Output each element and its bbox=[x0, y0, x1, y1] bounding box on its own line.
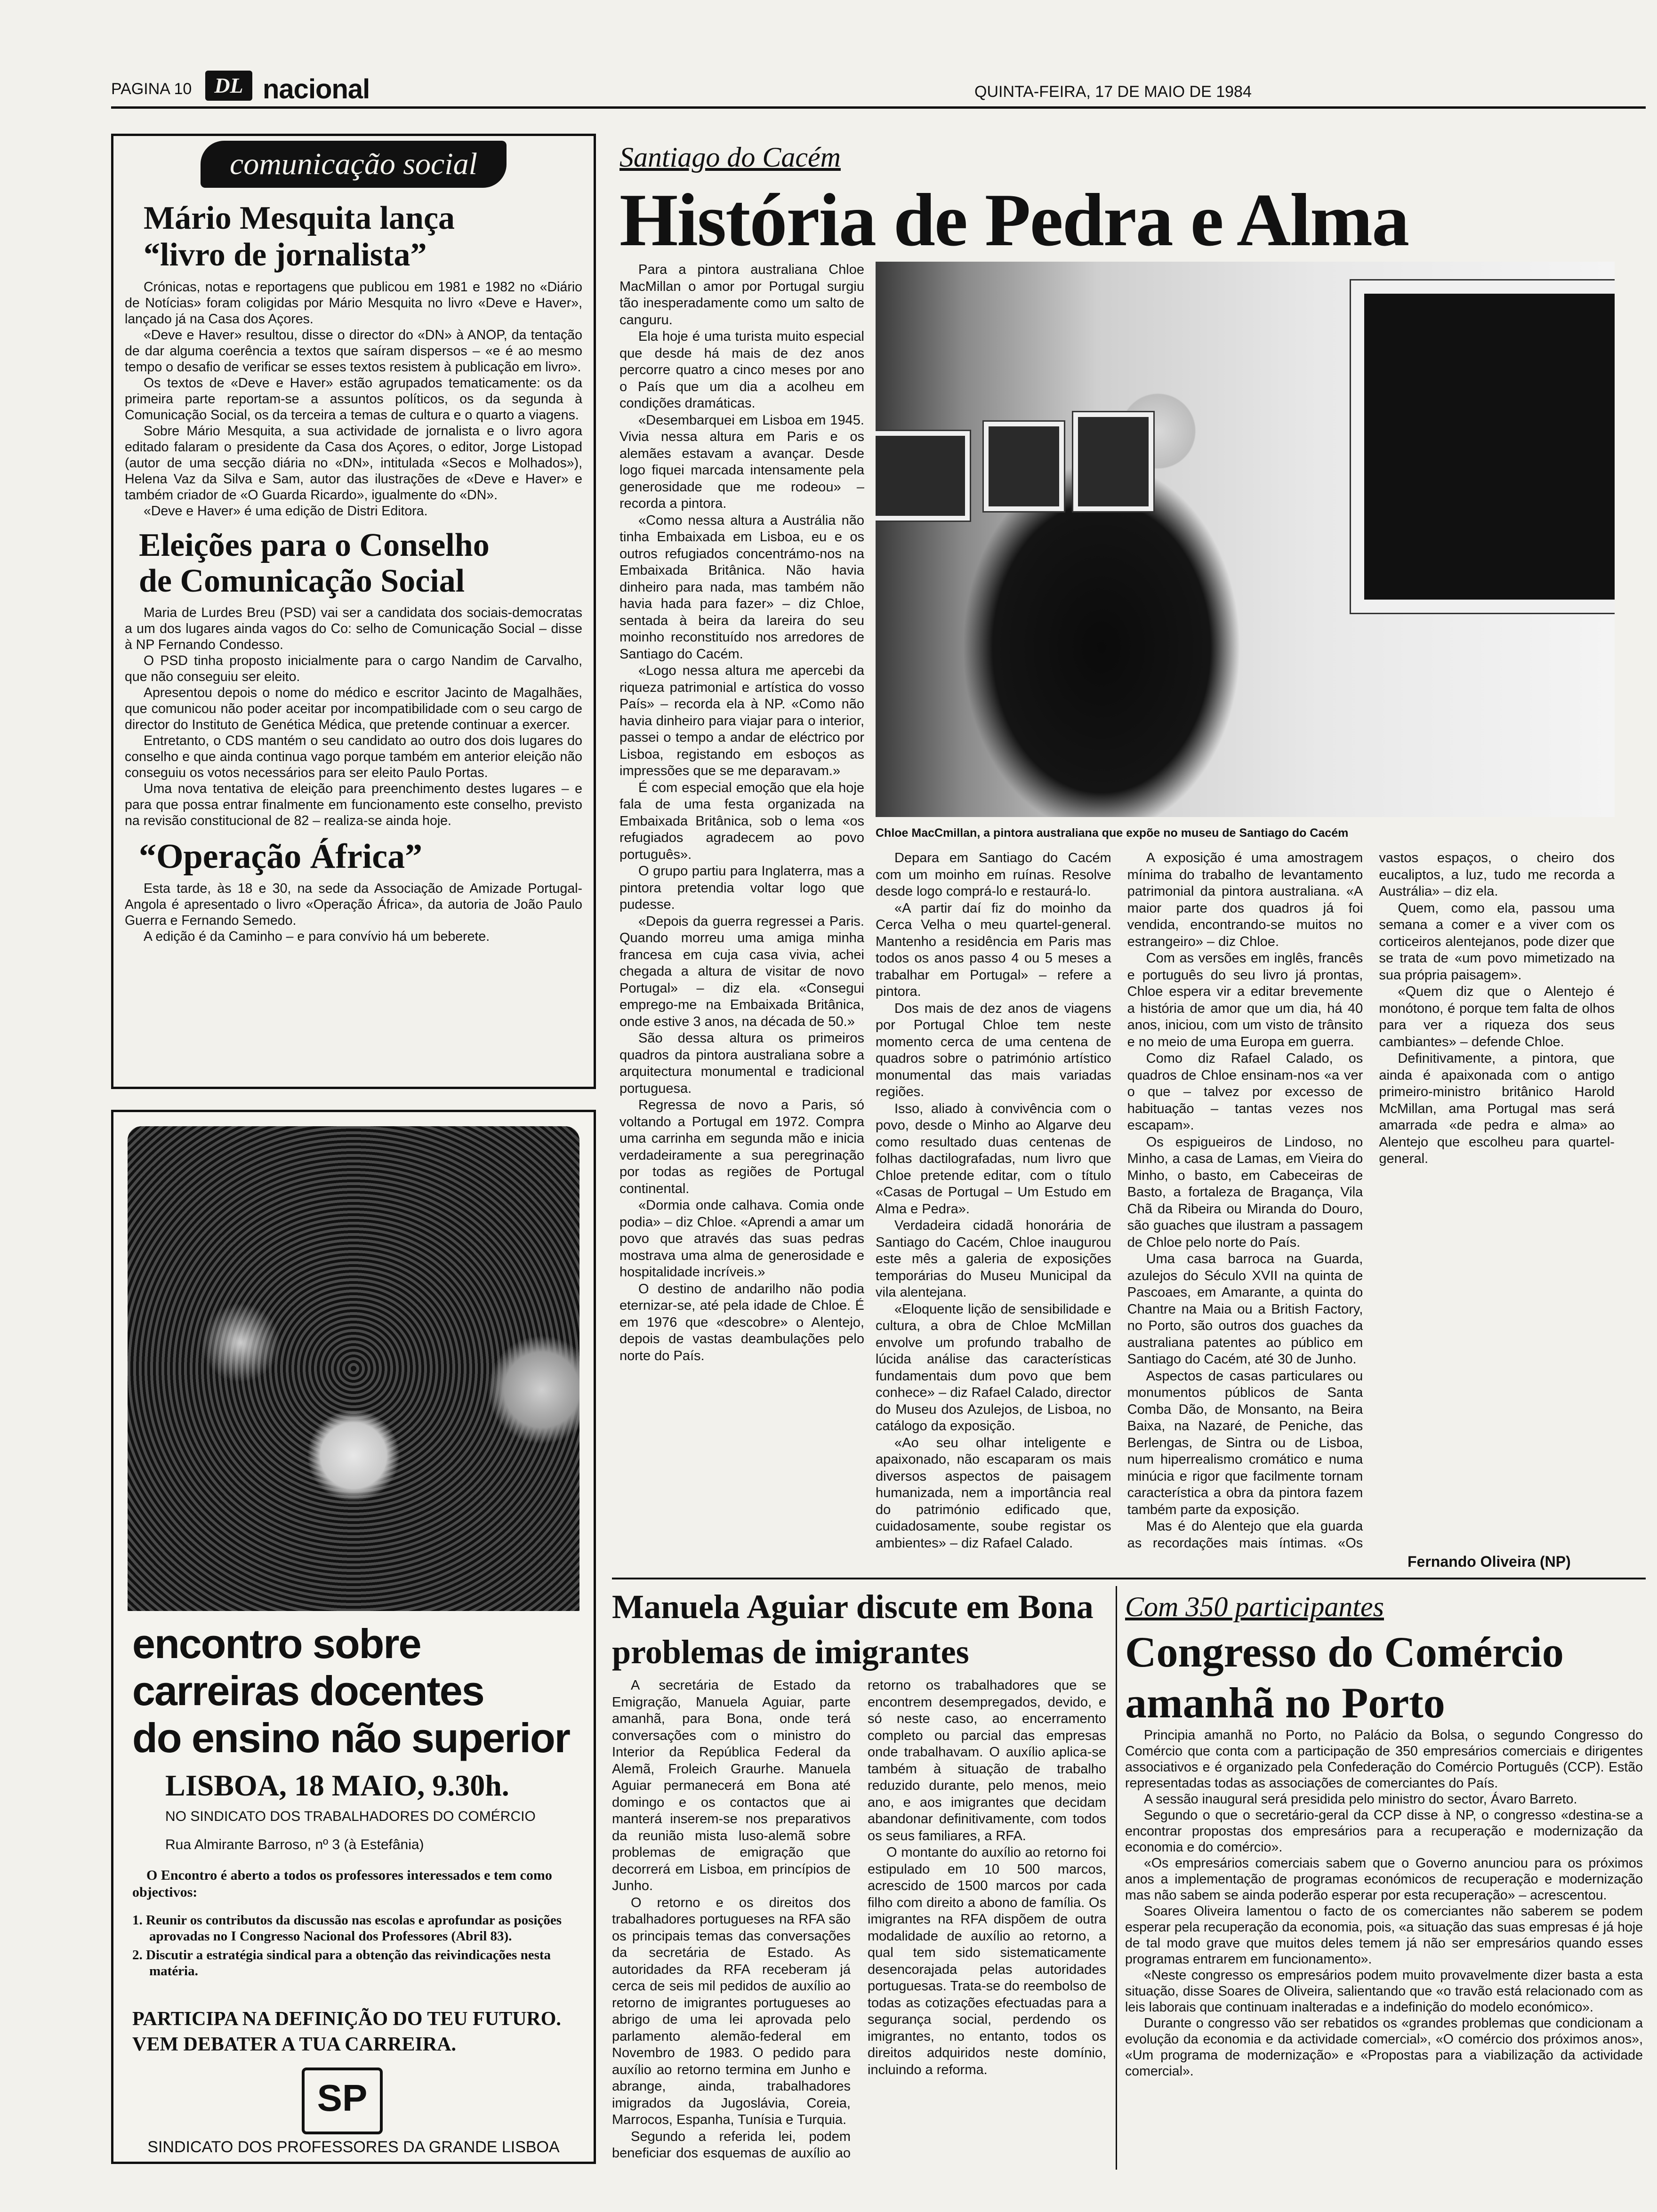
header-rule bbox=[111, 106, 1646, 109]
article-mesquita: Crónicas, notas e reportagens que publicou em 1981 e 1982 no «Diário de Notícias» foram coligidas por Mário Mesquita no livro «Deve e Haver», lançado já na Casa dos Açores. «Deve e Haver» resultou, disse o director do «DN» à ANOP, da tentação de dar alguma coerência a textos que saíram dispersos – «e é ao mesmo tempo o desafio de verificar se esses textos resistem à publicação em livro». Os textos de «Deve e Haver» estão agrupados tematicamente: os da primeira parte reportam-se a assuntos políticos, os da segunda à Comunicação Social, os da terceira a temas de cultura e o quarto a viagens. Sobre Mário Mesquita, a sua actividade de jornalista e o livro agora editado falaram o presidente da Casa dos Açores, o editor, Jorge Listopad (autor de uma secção diária no «DN», intitulada «Secos e Molhados»), Helena Vaz da Silva e Sam, autor das ilustrações de «Deve e Haver» e também criador de «O Guarda Ricardo», igualmente do «DN». «Deve e Haver» é uma edição de Distri Editora. bbox=[125, 280, 582, 519]
divider-main-bottom bbox=[612, 1578, 1646, 1579]
section-banner: comunicação social bbox=[201, 141, 507, 188]
dl-logo-icon: DL bbox=[205, 71, 252, 101]
ad-venue: NO SINDICATO DOS TRABALHADORES DO COMÉRCIO bbox=[165, 1809, 536, 1824]
ad-intro: O Encontro é aberto a todos os professores interessados e tem como objectivos: bbox=[132, 1867, 552, 1900]
ad-when: LISBOA, 18 MAIO, 9.30h. bbox=[165, 1769, 509, 1802]
ad-address: Rua Almirante Barroso, nº 3 (à Estefânia) bbox=[165, 1837, 424, 1852]
article-operacao-africa: Esta tarde, às 18 e 30, na sede da Associação de Amizade Portugal-Angola é apresentado o livro «Operação África», da autoria de João Paulo Guerra e Fernando Semedo. A edição é da Caminho – e para convívio há um beberete. bbox=[125, 881, 582, 944]
issue-date: QUINTA-FEIRA, 17 DE MAIO DE 1984 bbox=[974, 83, 1252, 101]
page-number: PAGINA 10 bbox=[111, 80, 192, 98]
main-byline: Fernando Oliveira (NP) bbox=[1408, 1553, 1571, 1570]
article-eleicoes: Maria de Lurdes Breu (PSD) vai ser a candidata dos sociais-democratas a um dos lugares ainda vagos do Co: selho de Comunicação Social – disse à NP Fernando Condesso. O PSD tinha proposto inicialmente para o cargo Nandim de Carvalho, que não conseguiu ser eleito. Apresentou depois o nome do médico e escritor Jacinto de Magalhães, que comunicou não poder aceitar por incompatibilidade com o seu cargo de director do Instituto de Genética Médica, que pretende continuar a exercer. Entretanto, o CDS mantém o seu candidato ao outro dos dois lugares do conselho e que ainda continua vago porque também em anterior eleição não conseguiu os votos necessários para ser eleito Paulo Portas. Uma nova tentativa de eleição para preenchimento destes lugares – e para que possa entrar finalmente em funcionamento este conselho, previsto na revisão constitucional de 82 – realiza-se ainda hoje. bbox=[125, 605, 582, 828]
kicker-congresso: Com 350 participantes bbox=[1125, 1591, 1384, 1622]
main-kicker: Santiago do Cacém bbox=[619, 142, 841, 173]
ad-photo bbox=[128, 1126, 579, 1611]
ad-slogan: PARTICIPA NA DEFINIÇÃO DO TEU FUTURO. VEM DEBATER A TUA CARREIRA. bbox=[132, 2008, 561, 2055]
main-headline: História de Pedra e Alma bbox=[619, 178, 1409, 262]
teachers-union-ad bbox=[111, 1110, 596, 2164]
article-congresso: Principia amanhã no Porto, no Palácio da Bolsa, o segundo Congresso do Comércio que conta com a participação de 350 empresários comerciais e dirigentes associativos e é organizado pela Confederação do Comércio Português (CCP). Estão representadas todas as associações de comerciantes do País. A sessão inaugural será presidida pelo ministro do sector, Ávaro Barreto. Segundo o que o secretário-geral da CCP disse à NP, o congresso «destina-se a encontrar propostas dos empresários para a recuperação e modernização da economia e do comércio». «Os empresários comerciais sabem que o Governo anunciou para os próximos anos a implementação de programas económicos de recuperação e modernização mas não sabem se ainda poderão esperar por esta recuperação» – acrescentou. Soares Oliveira lamentou o facto de os comerciantes não saberem se podem esperar pela recuperação da economia, pois, «a situação das suas empresas é já hoje de tal modo grave que muitos deles temem já não ser empresários quando esses programas entrarem em funcionamento». «Neste congresso os empresários podem muito provavelmente dizer basta a esta situação, disse Soares de Oliveira, salientando que «o travão está relacionado com as leis laborais que continuam inalteradas e a indefinição do modelo económico». Durante o congresso vão ser rebatidos os «grandes problemas que condicionam a evolução da economia e da actividade comercial», «O comércio dos próximos anos», «Um programa de modernização» e «Propostas para a viabilização da actividade comercial». bbox=[1125, 1728, 1643, 2079]
ad-footer: SINDICATO DOS PROFESSORES DA GRANDE LISBOA bbox=[147, 2138, 560, 2156]
headline-operacao-africa: “Operação África” bbox=[139, 837, 423, 876]
headline-mesquita: Mário Mesquita lança “livro de jornalista” bbox=[144, 200, 455, 273]
painting-frame bbox=[1073, 412, 1153, 511]
article-aguiar: A secretária de Estado da Emigração, Manuela Aguiar, parte amanhã, para Bona, onde terá conversações com o ministro do Interior da República Federal da Alemã, Froleich Graurhe. Manuela Aguiar permanecerá em Bona até domingo e os contactos que ai manterá inserem-se nos preparativos da reunião mista luso-alemã sobre problemas de emigração que decorrerá em Lisboa, em princípios de Junho. O retorno e os direitos dos trabalhadores portugueses na RFA são os principais temas das conversações da secretária de Estado. As autoridades da RFA receberam já cerca de seis mil pedidos de auxílio ao retorno de imigrantes portugueses ao abrigo de uma lei aprovada pelo parlamento alemão-federal em Novembro de 1983. O pedido para auxílio ao retorno termina em Junho e abrange, ainda, trabalhadores imigrados da Jugoslávia, Coreia, Marrocos, Espanha, Tunísia e Turquia. Segundo a referida lei, podem beneficiar dos esquemas de auxílio ao retorno os trabalhadores que se encontrem desempregados, devido, e só neste caso, ao encerramento completo ou parcial das empresas onde trabalhavam. O auxílio aplica-se também à situação de trabalho reduzido durante, pelo menos, meio ano, e aos imigrantes que decidam abandonar definitivamente, com todos os seus familiares, a RFA. O montante do auxílio ao retorno foi estipulado em 10 500 marcos, acrescido de 1500 marcos por cada filho com direito a abono de família. Os imigrantes na RFA dispõem de outra modalidade de auxílio ao retorno, a qual tem sido sistematicamente desencorajada pelas autoridades portuguesas. Trata-se do reembolso de todas as cotizações efectuadas para a segurança social, perdendo os imigrantes, no entanto, todos os direitos adquiridos neste domínio, incluindo a reforma. bbox=[612, 1678, 1106, 2161]
section-name: nacional bbox=[263, 74, 370, 104]
ad-headline: encontro sobre carreiras docentes do ensino não superior bbox=[132, 1620, 570, 1761]
comunicacao-social-box bbox=[111, 134, 596, 1089]
ad-objectives: 1. Reunir os contributos da discussão nas escolas e aprofundar as posições aprovadas no I Congresso Nacional dos Professores (Abril 83). 2. Discutir a estratégia sindical para a obtenção das reivindicações nesta matéria. bbox=[132, 1913, 562, 1979]
headline-eleicoes: Eleições para o Conselho de Comunicação Social bbox=[139, 527, 490, 599]
headline-aguiar: Manuela Aguiar discute em Bona problemas de imigrantes bbox=[612, 1588, 1094, 1671]
main-columns-lower: Depara em Santiago do Cacém com um moinho em ruínas. Resolve desde logo comprá-lo e restaurá-lo. «A partir daí fiz do moinho da Cerca Velha o meu quartel-general. Mantenho a residência em Paris mas todos os anos passo 4 ou 5 meses a trabalhar em Portugal» – refere a pintora. Dos mais de dez anos de viagens por Portugal Chloe tem neste momento cerca de uma centena de quadros sobre o património artístico monumental das mais variadas regiões. Isso, aliado à convivência com o povo, desde o Minho ao Algarve deu como resultado duas centenas de folhas dactilografadas, num livro que Chloe pretende editar, com o título «Casas de Portugal – Um Estudo em Alma e Pedra». Verdadeira cidadã honorária de Santiago do Cacém, Chloe inaugurou este mês a galeria de exposições temporárias do Museu Municipal da vila alentejana. «Eloquente lição de sensibilidade e cultura, a obra de Chloe McMillan envolve um profundo trabalho de lúcida análise das características fundamentais dum povo que bem conhece» – diz Rafael Calado, director do Museu dos Azulejos, de Lisboa, no catálogo da exposição. «Ao seu olhar inteligente e apaixonado, não escaparam os mais diversos aspectos de paisagem humanizada, nem a importância real do património edificado que, cuidadosamente, soube registar os ambientes» – diz Rafael Calado. A exposição é uma amostragem mínima do trabalho de levantamento patrimonial da pintora australiana. «A maior parte dos quadros já foi vendida, encontrando-se muitos no estrangeiro» – diz Chloe. Com as versões em inglês, francês e português do seu livro já prontas, Chloe espera vir a editar brevemente a história de amor que um dia, há 40 anos, iniciou, com um visto de trânsito e no meio de uma Europa em guerra. Como diz Rafael Calado, os quadros de Chloe ensinam-nos «a ver o que – talvez por excesso de habituação – tantas vezes nos escapam». Os espigueiros de Lindoso, no Minho, a casa de Lamas, em Vieira do Minho, o basto, em Cabeceiras de Basto, a fortaleza de Bragança, Vila Chã da Ribeira ou Miranda do Douro, são guaches que ilustram a passagem de Chloe pelo norte do País. Uma casa barroca na Guarda, azulejos do Século XVII na quinta de Pascoaes, em Amarante, a quinta do Chantre na Maia ou a British Factory, no Porto, são outros dos guaches da australiana patentes ao público em Santiago do Cacém, até 30 de Junho. Aspectos de casas particulares ou monumentos públicos de Santa Comba Dão, de Monsanto, na Beira Baixa, na Nazaré, de Peniche, das Berlengas, de Sintra ou de Lisboa, num hiperrealismo cromático e numa minúcia e rigor que facilmente tornam característica a obra da pintora fazem também parte da exposição. Mas é do Alentejo que ela guarda as recordações mais íntimas. «Os vastos espaços, o cheiro dos eucaliptos, a luz, tudo me recorda a Austrália» – diz ela. Quem, como ela, passou uma semana a comer e a viver com os corticeiros alentejanos, pode dizer que se trata de «um povo mimetizado na sua própria paisagem». «Quem diz que o Alentejo é monótono, é porque tem falta de olhos para ver a riqueza dos seus cambiantes» – defende Chloe. Definitivamente, a pintora, que ainda é apaixonada com o antigo primeiro-ministro britânico Harold McMillan, ama Portugal mas será amarrada «de pedra e alma» ao Alentejo que escolheu para quartel-general. bbox=[876, 850, 1615, 1551]
main-column-1: Para a pintora australiana Chloe MacMillan o amor por Portugal surgiu tão inesperadamente como um salto de canguru. Ela hoje é uma turista muito especial que desde há mais de dez anos percorre quatro a cinco meses por ano o País que um dia a acolheu em condições dramáticas. «Desembarquei em Lisboa em 1945. Vivia nessa altura em Paris e os alemães estavam a avançar. Desde logo fiquei marcada intensamente pela generosidade que me rodeou» – recorda a pintora. «Como nessa altura a Austrália não tinha Embaixada em Lisboa, eu e os outros refugiados concentrámo-nos na Embaixada Britânica. Não havia dinheiro para nada, mas também não havia hada para fazer» – diz Chloe, sentada à beira da lareira do seu moinho reconstituído nos arredores de Santiago do Cacém. «Logo nessa altura me apercebi da riqueza patrimonial e artística do vosso País» – recorda ela à NP. «Como não havia dinheiro para viajar para o interior, passei o tempo a andar de eléctrico por Lisboa, registando em esboços as impressões que se me deparavam.» É com especial emoção que ela hoje fala de uma festa organizada na Embaixada Britânica, sob o lema «os refugiados agradecem ao povo português». O grupo partiu para Inglaterra, mas a pintora pretendia voltar logo que pudesse. «Depois da guerra regressei a Paris. Quando morreu uma amiga minha francesa em cuja casa vivia, achei chegada a altura de visitar de novo Portugal» – diz ela. «Consegui emprego-me na Embaixada Britânica, onde estive 3 anos, na década de 50.» São dessa altura os primeiros quadros da pintora australiana sobre a arquitectura monumental e tradicional portuguesa. Regressa de novo a Paris, só voltando a Portugal em 1972. Compra uma carrinha em segunda mão e inicia verdadeiramente a sua peregrinação por todas as regiões de Portugal continental. «Dormia onde calhava. Comia onde podia» – diz Chloe. «Aprendi a amar um povo que através das suas pedras mostrava uma alma de generosidade e hospitalidade incríveis.» O destino de andarilho não podia eternizar-se, até pela idade de Chloe. É em 1976 que «descobre» o Alentejo, depois de vastas deambulações pelo norte do País. bbox=[619, 262, 864, 1363]
photo-caption: Chloe MacCmillan, a pintora australiana que expõe no museu de Santiago do Cacém bbox=[876, 826, 1349, 840]
headline-congresso: Congresso do Comércio amanhã no Porto bbox=[1125, 1628, 1564, 1727]
painting-frame bbox=[876, 431, 970, 521]
painting-frame bbox=[1351, 281, 1615, 613]
union-logo-icon: SP bbox=[302, 2068, 383, 2134]
main-photo bbox=[876, 262, 1615, 817]
divider-vertical bbox=[1116, 1586, 1117, 2170]
painting-frame bbox=[984, 422, 1064, 511]
